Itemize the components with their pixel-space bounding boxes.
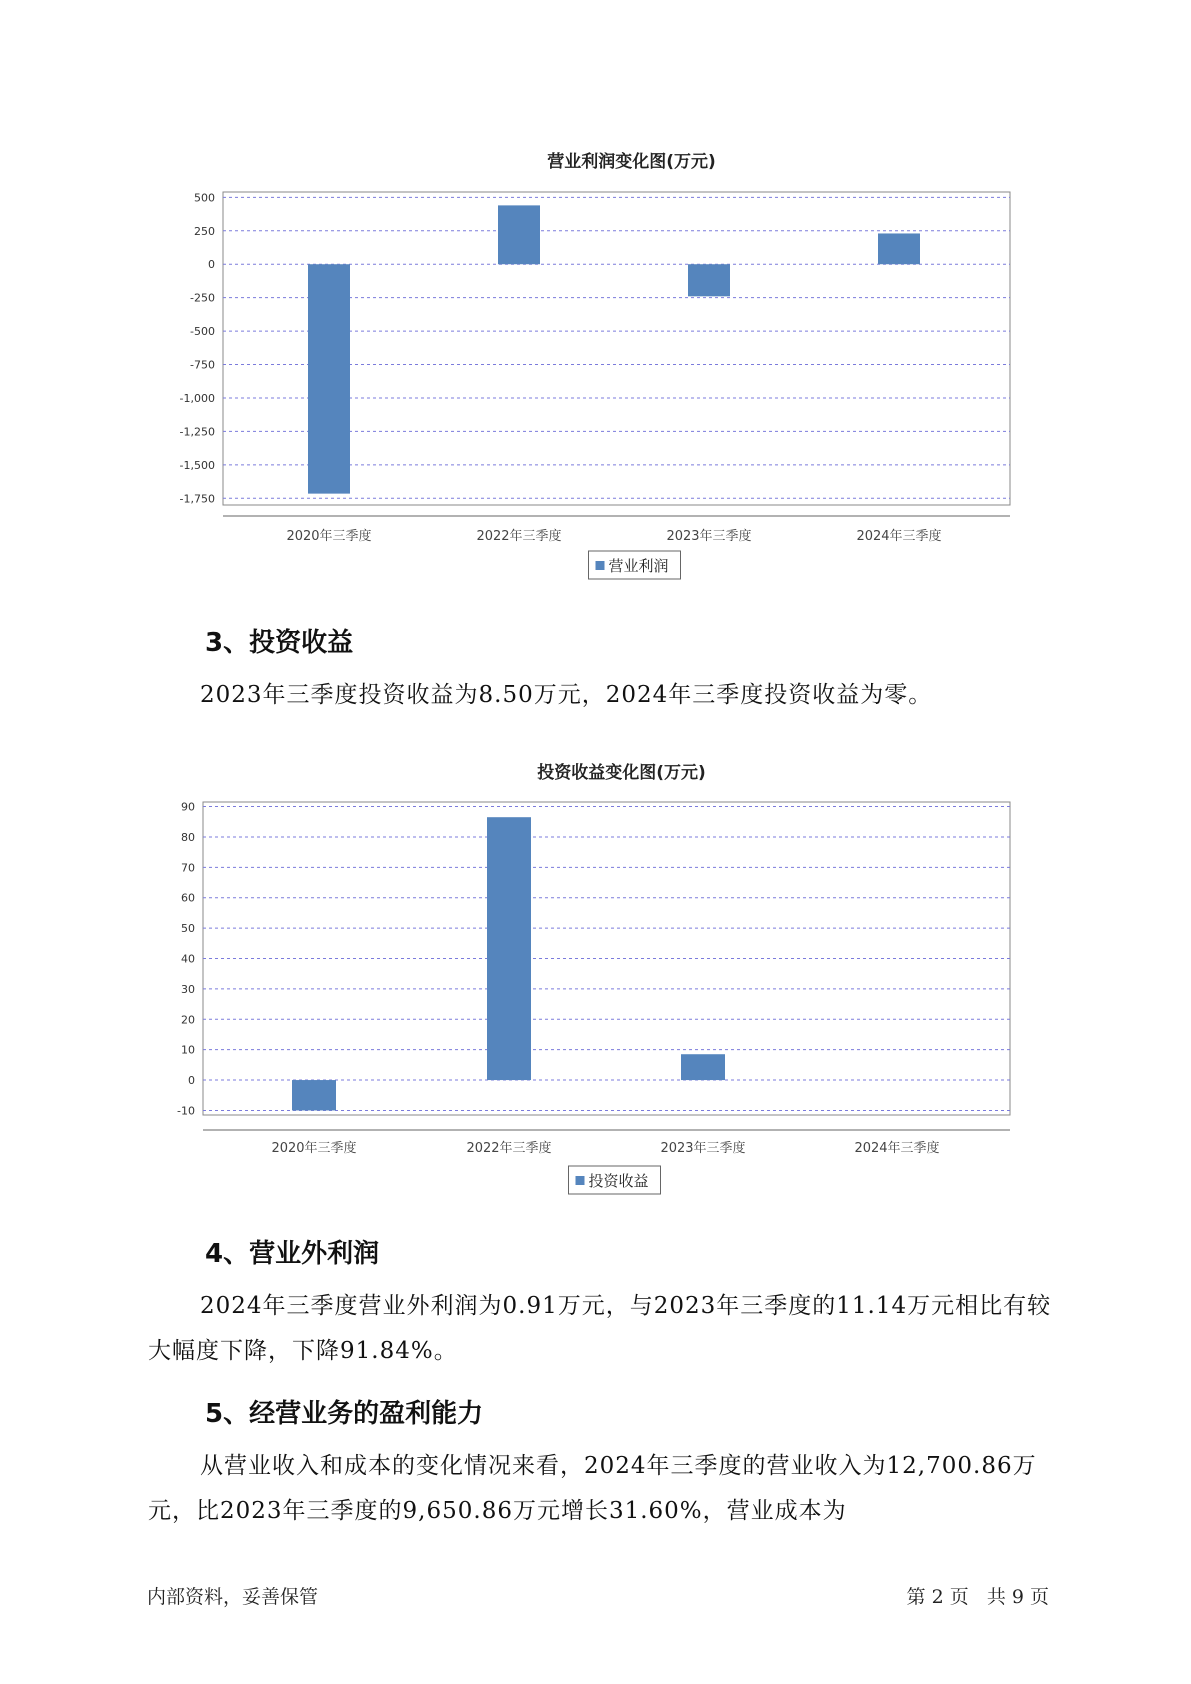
y-tick-label: 90 (181, 800, 195, 814)
legend-swatch (596, 561, 605, 570)
footer-confidential-note: 内部资料，妥善保管 (147, 1586, 319, 1608)
section-3-paragraph: 2023年三季度投资收益为8.50万元，2024年三季度投资收益为零。 (200, 682, 933, 708)
legend-swatch (576, 1176, 585, 1185)
y-tick-label: 10 (181, 1043, 195, 1057)
y-tick-label: -250 (190, 291, 215, 305)
operating-profit-chart (0, 135, 1191, 595)
x-category-label: 2020年三季度 (271, 1141, 357, 1156)
legend (569, 1166, 661, 1194)
chart-title: 投资收益变化图(万元) (537, 763, 706, 783)
section-3-heading: 3、投资收益 (205, 628, 354, 658)
y-tick-label: 60 (181, 891, 195, 905)
section-5-heading: 5、经营业务的盈利能力 (205, 1399, 484, 1429)
legend (589, 551, 681, 579)
x-category-label: 2022年三季度 (476, 529, 562, 544)
legend-label: 营业利润 (608, 557, 669, 575)
y-tick-label: 250 (194, 224, 215, 238)
investment-income-chart (0, 752, 1191, 1212)
x-category-label: 2022年三季度 (466, 1141, 552, 1156)
section-5-paragraph: 从营业收入和成本的变化情况来看，2024年三季度的营业收入为12,700.86万元，比2023年三季度的9,650.86万元增长31.60%，营业成本为 (148, 1453, 1037, 1524)
section-4-paragraph: 2024年三季度营业外利润为0.91万元，与2023年三季度的11.14万元相比有较大幅度下降，下降91.84%。 (148, 1293, 1052, 1364)
x-category-label: 2020年三季度 (286, 529, 372, 544)
x-category-label: 2023年三季度 (666, 529, 752, 544)
bar-2020年三季度 (292, 1080, 336, 1110)
chart-title: 营业利润变化图(万元) (547, 152, 716, 172)
y-tick-label: -500 (190, 325, 215, 339)
bar-2020年三季度 (308, 264, 350, 493)
bar-2023年三季度 (681, 1054, 725, 1080)
operating-profit-chart-svg (0, 135, 1191, 595)
y-tick-label: 80 (181, 830, 195, 844)
x-category-label: 2024年三季度 (854, 1141, 940, 1156)
bar-2024年三季度 (878, 233, 920, 264)
investment-income-chart-svg (0, 752, 1191, 1212)
y-tick-label: -1,500 (179, 458, 215, 472)
section-4-heading: 4、营业外利润 (205, 1239, 380, 1269)
bar-2023年三季度 (688, 264, 730, 296)
footer-page-number: 第 2 页 共 9 页 (906, 1586, 1049, 1608)
y-tick-label: 40 (181, 952, 195, 966)
y-tick-label: 70 (181, 861, 195, 875)
y-tick-label: 30 (181, 982, 195, 996)
y-tick-label: 50 (181, 922, 195, 936)
y-tick-label: -1,000 (179, 391, 215, 405)
y-tick-label: -750 (190, 358, 215, 372)
legend-label: 投资收益 (588, 1172, 649, 1190)
y-tick-label: 0 (188, 1074, 195, 1088)
x-category-label: 2024年三季度 (856, 529, 942, 544)
bar-2022年三季度 (498, 205, 540, 264)
y-tick-label: 0 (208, 258, 215, 272)
y-tick-label: -1,750 (179, 492, 215, 506)
y-tick-label: 500 (194, 191, 215, 205)
y-tick-label: -1,250 (179, 425, 215, 439)
x-category-label: 2023年三季度 (660, 1141, 746, 1156)
y-tick-label: -10 (177, 1104, 195, 1118)
bar-2022年三季度 (487, 817, 531, 1080)
y-tick-label: 20 (181, 1013, 195, 1027)
